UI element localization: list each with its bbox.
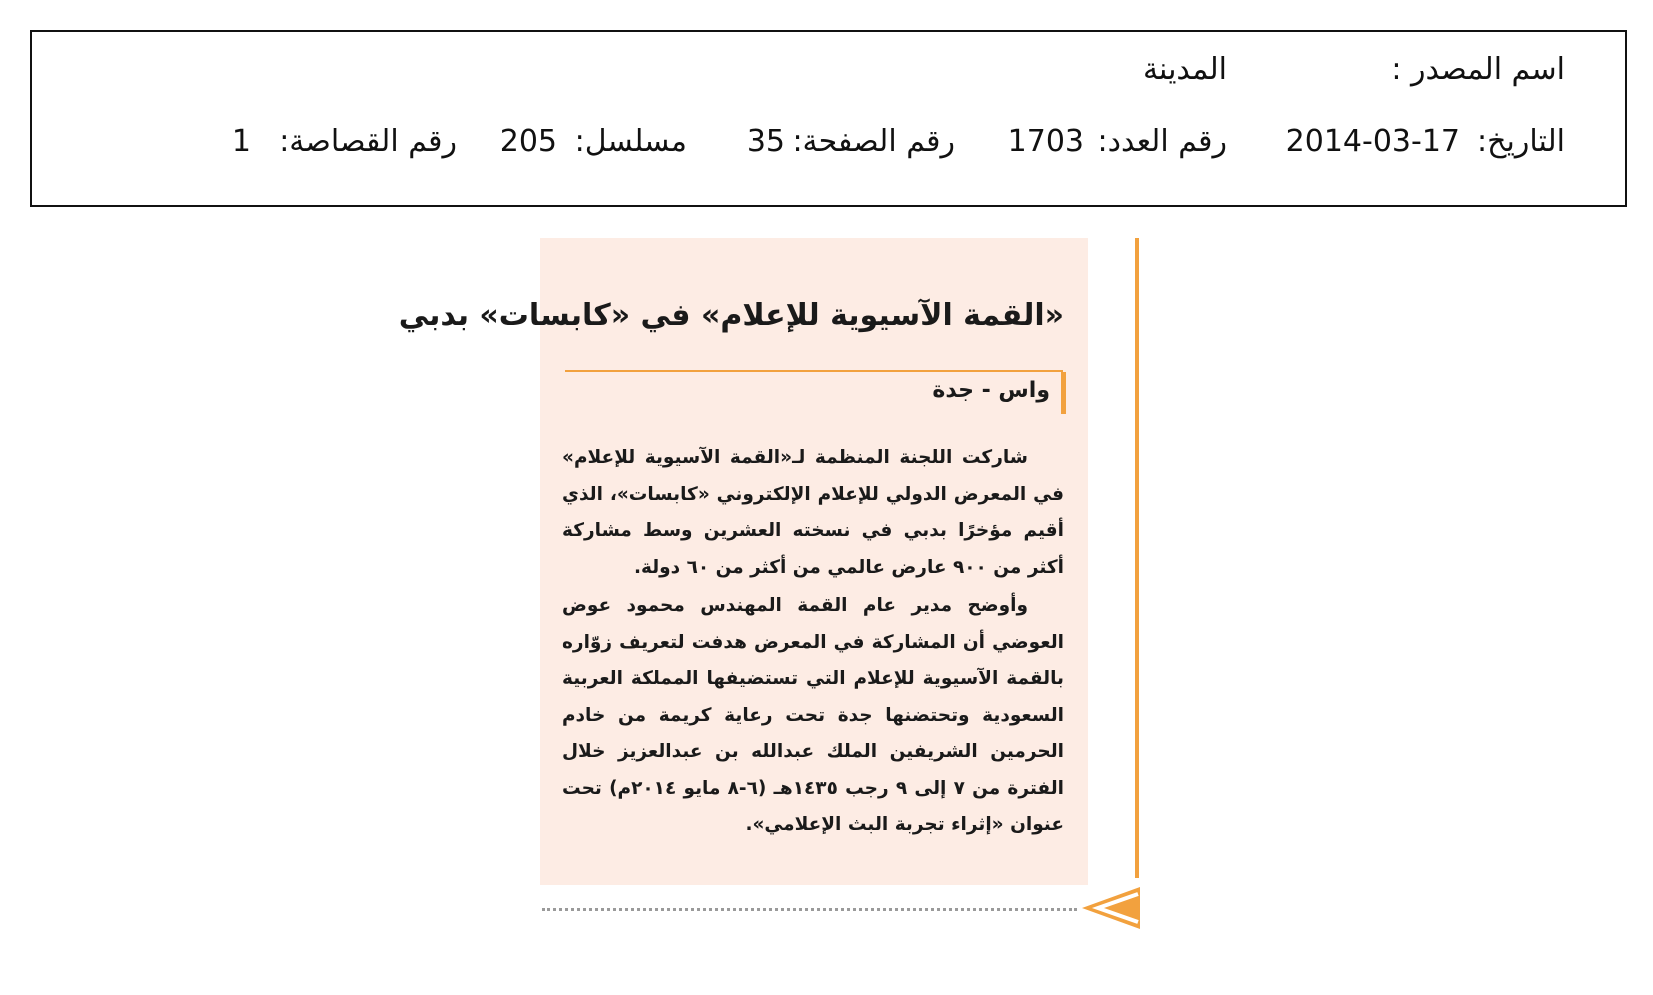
article-headline: «القمة الآسيوية للإعلام» في «كابسات» بدبي	[398, 298, 1064, 333]
byline-accent-bar	[1061, 372, 1066, 414]
byline-divider	[565, 370, 1063, 372]
article-paragraph: وأوضح مدير عام القمة المهندس محمود عوض العوضي أن المشاركة في المعرض هدفت لتعريف زوّاره بالقمة الآسيوية للإعلام التي تستضيفها المملكة العربية السعودية وتحتضنها جدة تحت رعاية كريمة من خادم الحرمين الشريفين الملك عبدالله بن عبدالعزيز خلال الفترة من ٧ إلى ٩ رجب ١٤٣٥هـ (٦-٨ مايو ٢٠١٤م) تحت عنوان «إثراء تجربة البث الإعلامي».	[562, 595, 1064, 835]
newspaper-clipping	[398, 238, 1086, 888]
column-rule	[1135, 238, 1139, 878]
dotted-separator	[542, 908, 1077, 911]
article-panel	[398, 238, 1088, 885]
clipping-info-box	[30, 30, 1627, 207]
date-label: التاريخ:	[1477, 124, 1565, 159]
serial-label: مسلسل:	[574, 124, 687, 159]
double-chevron-left-icon	[1080, 885, 1144, 931]
date-value: 2014-03-17	[1285, 124, 1460, 159]
source-value: المدينة	[1142, 52, 1227, 87]
clip-number-label: رقم القصاصة:	[279, 124, 457, 159]
page-value: 35	[746, 124, 785, 159]
article-byline: واس - جدة	[932, 378, 1050, 403]
page-label: رقم الصفحة:	[792, 124, 955, 159]
article-paragraph: شاركت اللجنة المنظمة لـ«القمة الآسيوية للإعلام» في المعرض الدولي للإعلام الإلكتروني «كابسات»، الذي أقيم مؤخرًا بدبي في نسخته العشرين وسط مشاركة أكثر من ٩٠٠ عارض عالمي من أكثر من ٦٠ دولة.	[562, 447, 1064, 578]
serial-value: 205	[499, 124, 557, 159]
issue-value: 1703	[1007, 124, 1084, 159]
source-label: اسم المصدر :	[1391, 52, 1565, 87]
issue-label: رقم العدد:	[1097, 124, 1227, 159]
clip-number-value: 1	[231, 124, 251, 159]
